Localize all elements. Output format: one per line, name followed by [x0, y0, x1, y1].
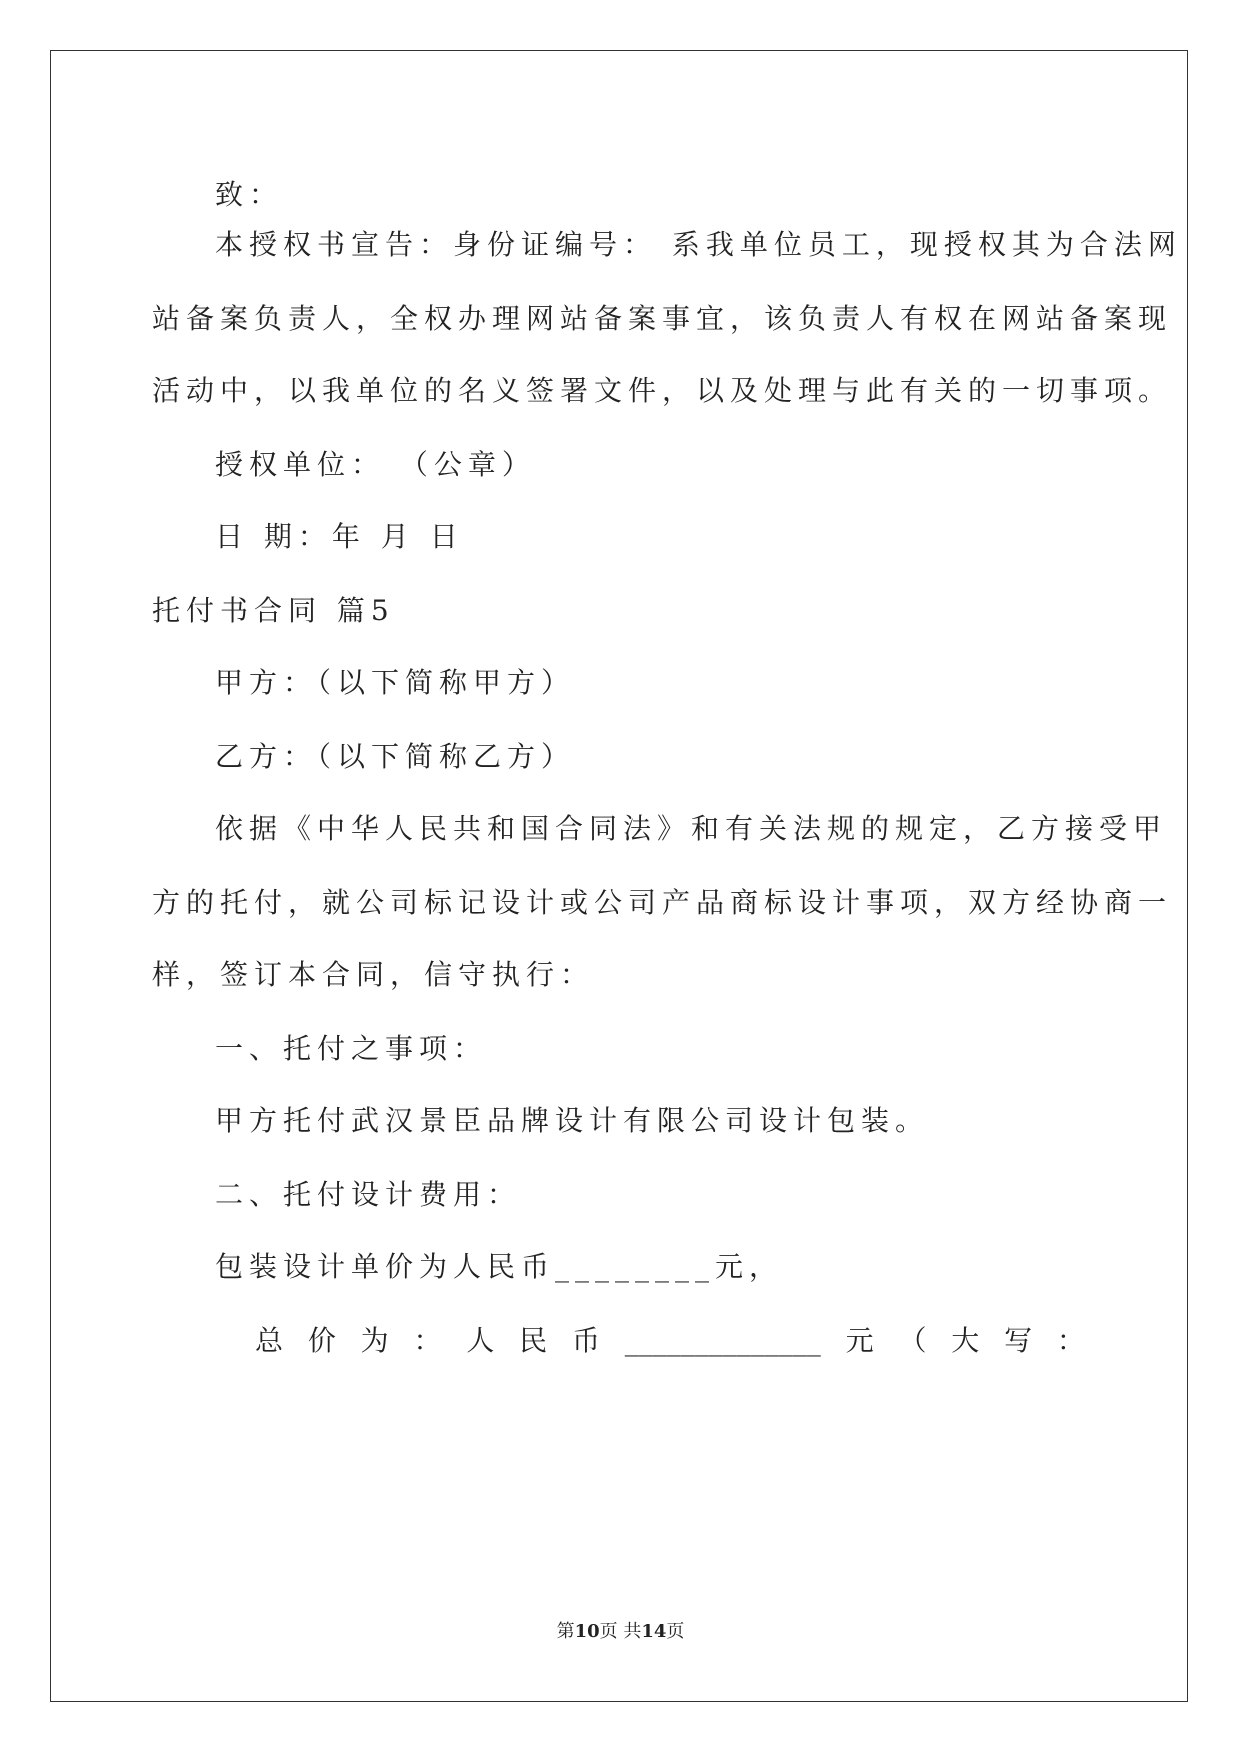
total-price-part: ：: [1056, 1324, 1085, 1357]
page-border: [50, 50, 1188, 1702]
unit-price-line: 包装设计单价为人民币________元，: [215, 1250, 784, 1283]
party-a-line: 甲方：（以下简称甲方）: [215, 666, 576, 699]
total-price-part: 大: [951, 1324, 980, 1357]
total-price-line: [255, 1324, 1085, 1358]
contract-basis-line-1: 依据《中华人民共和国合同法》和有关法规的规定，乙方接受甲: [215, 812, 1168, 845]
total-price-part: 总: [255, 1324, 284, 1357]
clause-1-content: 甲方托付武汉景臣品牌设计有限公司设计包装。: [215, 1104, 930, 1137]
section-heading: 托付书合同 篇5: [152, 594, 395, 627]
authorization-paragraph-line-2: 站备案负责人，全权办理网站备案事宜，该负责人有权在网站备案现: [152, 302, 1173, 335]
total-price-part: 写: [1004, 1324, 1033, 1357]
total-price-part: （: [898, 1324, 927, 1357]
footer-prefix: 第: [556, 1621, 575, 1642]
page-footer: [0, 1620, 1241, 1644]
authorization-paragraph-line-1: 本授权书宣告：身份证编号： 系我单位员工，现授权其为合法网: [215, 228, 1182, 261]
footer-suffix: 页: [666, 1621, 685, 1642]
total-price-part: 为: [360, 1324, 389, 1357]
total-price-part: 元: [845, 1324, 874, 1357]
total-price-part: 币: [571, 1324, 600, 1357]
contract-basis-line-2: 方的托付，就公司标记设计或公司产品商标设计事项，双方经协商一: [152, 886, 1173, 919]
footer-mid: 页 共: [599, 1621, 642, 1642]
total-price-part: ：: [413, 1324, 442, 1357]
party-b-line: 乙方：（以下简称乙方）: [215, 740, 576, 773]
authorizing-unit-line: 授权单位： （公章）: [215, 448, 536, 481]
total-price-blank: ______________: [624, 1324, 821, 1357]
salutation: 致：: [215, 178, 284, 211]
total-page-number: 14: [641, 1621, 667, 1642]
authorization-paragraph-line-3: 活动中，以我单位的名义签署文件，以及处理与此有关的一切事项。: [152, 374, 1173, 407]
clause-2-heading: 二、托付设计费用：: [215, 1178, 522, 1211]
contract-basis-line-3: 样，签订本合同，信守执行：: [152, 958, 595, 991]
total-price-part: 人: [466, 1324, 495, 1357]
clause-1-heading: 一、托付之事项：: [215, 1032, 488, 1065]
total-price-part: 价: [307, 1324, 336, 1357]
date-line: 日 期：年 月 日: [215, 520, 464, 553]
total-price-part: 民: [519, 1324, 548, 1357]
current-page-number: 10: [574, 1621, 600, 1642]
